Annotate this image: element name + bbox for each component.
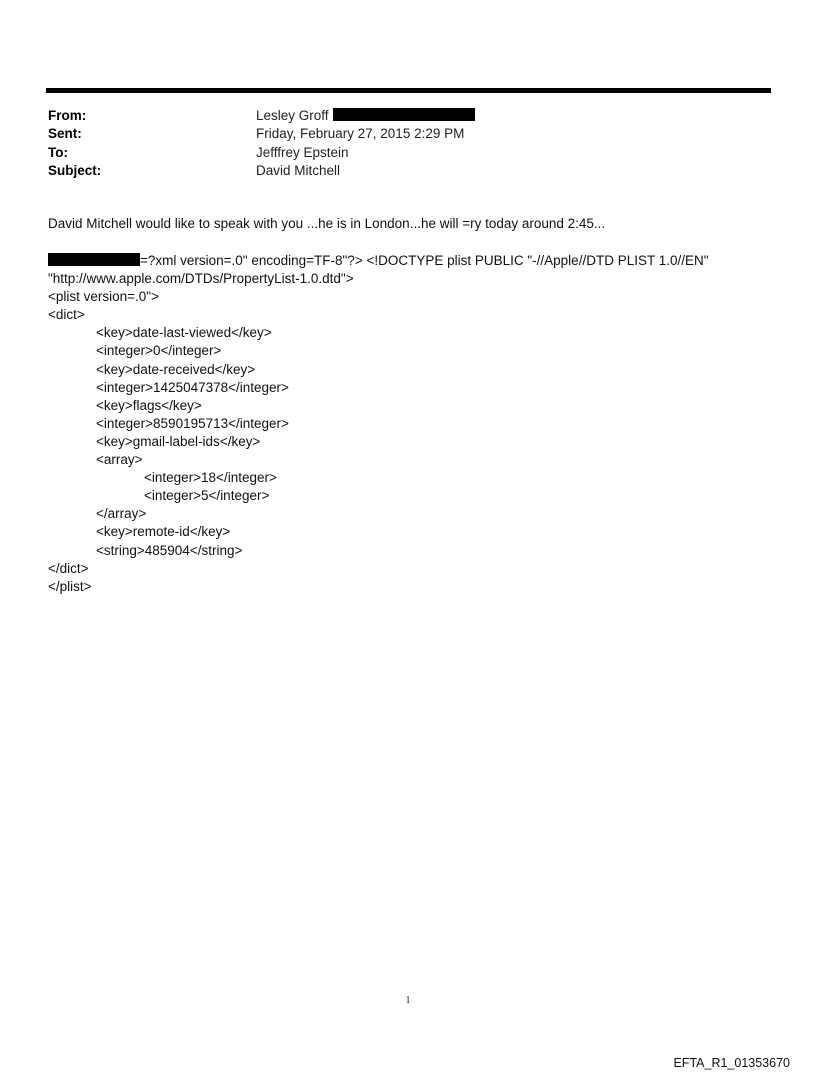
xml-line: <key>date-received</key> [96,361,256,377]
redaction-box [48,253,140,266]
from-row [48,107,748,125]
xml-block [48,252,768,596]
bates-number: EFTA_R1_01353670 [673,1056,790,1070]
page-number: 1 [405,995,411,1006]
to-row [48,144,748,162]
xml-line: <key>flags</key> [96,397,202,413]
subject-row [48,162,748,180]
from-name: Lesley Groff [256,108,329,123]
from-label: From: [48,108,87,123]
from-value [256,107,475,125]
sent-row [48,125,748,143]
subject-label: Subject: [48,162,102,178]
message-text: David Mitchell would like to speak with you ...he is in London...he will =ry today around 2:45... [48,216,606,231]
xml-line: <integer>18</integer> [144,470,277,486]
xml-line: </plist> [48,578,92,594]
xml-line: <integer>0</integer> [96,343,222,359]
xml-line: <key>remote-id</key> [96,524,231,540]
xml-line: <integer>5</integer> [144,488,270,504]
sent-value: Friday, February 27, 2015 2:29 PM [256,126,465,142]
email-body [48,215,768,233]
to-value: Jefffrey Epstein [256,144,349,160]
xml-line: <array> [96,452,143,468]
subject-value: David Mitchell [256,162,341,178]
xml-line: </dict> [48,560,89,576]
xml-line: <plist version=.0"> [48,289,159,305]
xml-line: <key>gmail-label-ids</key> [96,433,261,449]
email-header [48,107,748,180]
sent-label: Sent: [48,126,82,142]
xml-line: <key>date-last-viewed</key> [96,325,272,341]
header-divider [46,88,771,93]
redaction-box [333,108,475,121]
xml-line: <dict> [48,307,85,323]
xml-line: </array> [96,506,147,522]
xml-line: <string>485904</string> [96,542,243,558]
xml-line: <integer>8590195713</integer> [96,415,289,431]
xml-line: <integer>1425047378</integer> [96,379,289,395]
to-label: To: [48,144,68,160]
xml-line [48,252,768,270]
xml-line-text: =?xml version=.0" encoding=TF-8"?> <!DOCTYPE plist PUBLIC "-//Apple//DTD PLIST 1.0//EN" [140,253,709,268]
xml-line: "http://www.apple.com/DTDs/PropertyList-1.0.dtd"> [48,271,354,287]
